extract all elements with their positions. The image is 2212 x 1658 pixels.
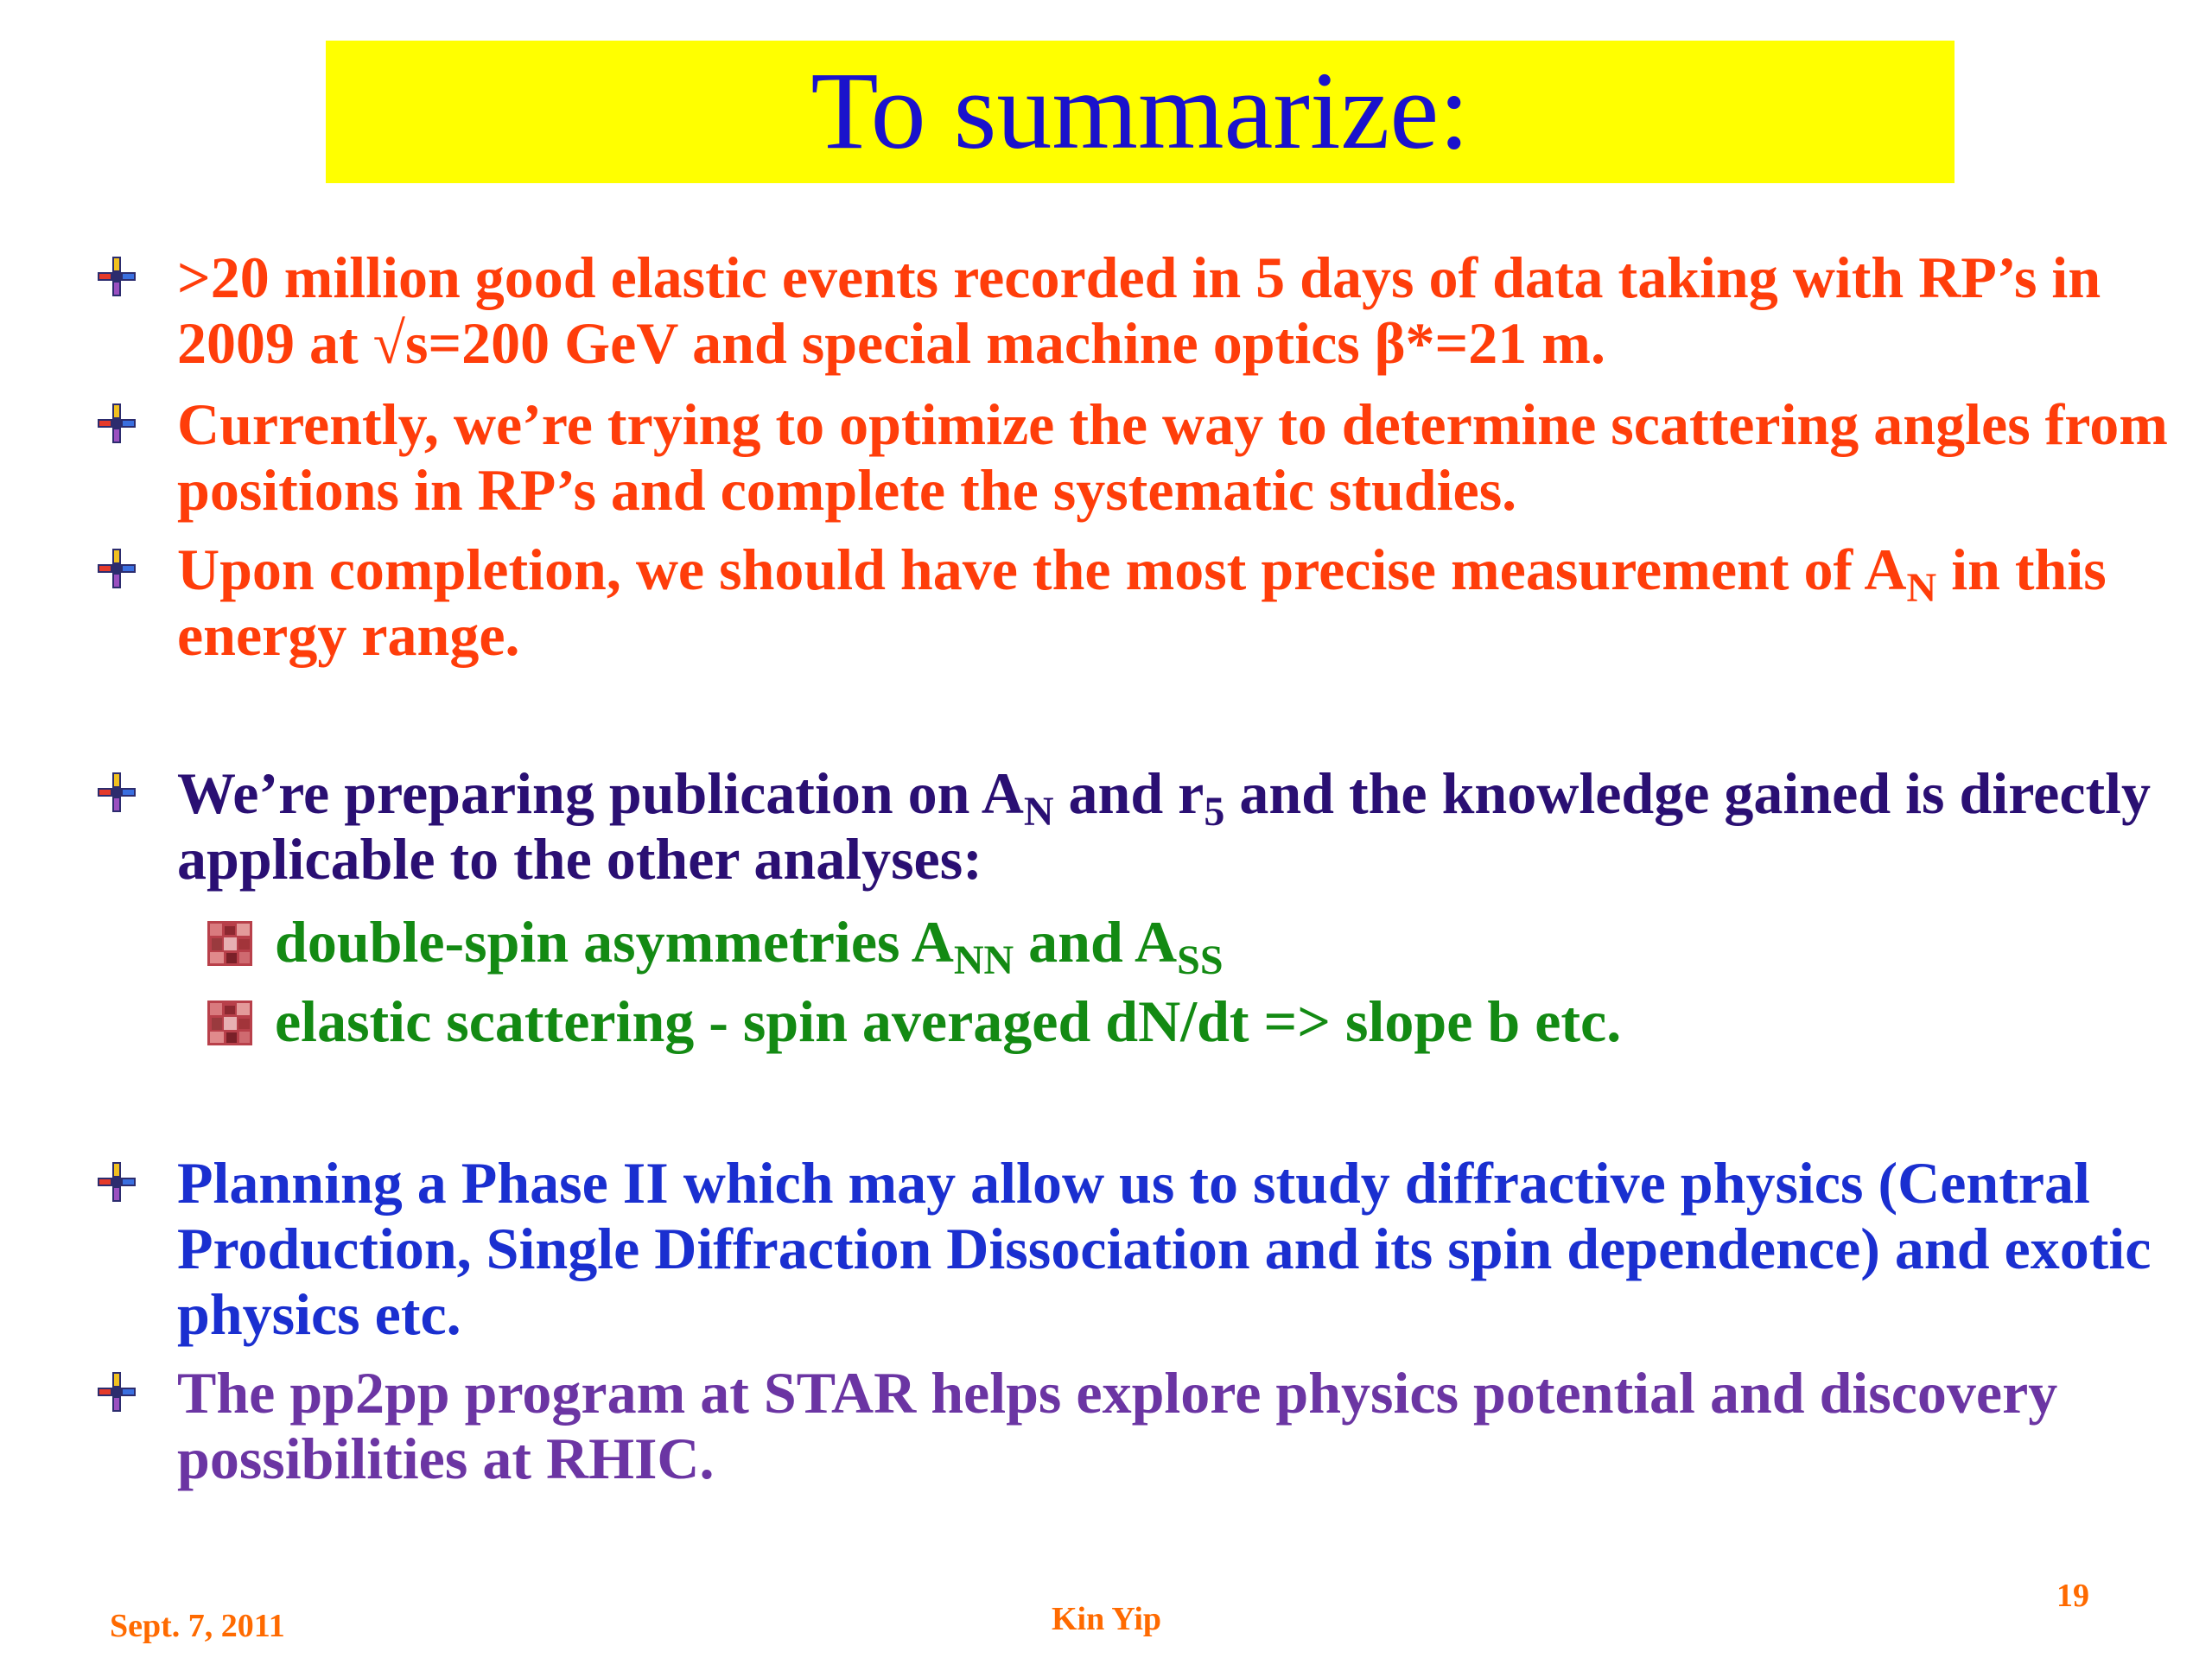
sub-bullet-double-spin (275, 909, 2133, 983)
plus-bullet-icon (98, 1372, 136, 1412)
bullet-text-part: double-spin asymmetries A (275, 909, 954, 975)
bullet-elastic-events (177, 245, 2182, 376)
bullet-text-part: in this energy range. (177, 537, 2107, 668)
subscript: NN (953, 937, 1014, 983)
bullet-text-part: and A (1014, 909, 1178, 975)
plus-bullet-icon (98, 772, 136, 812)
bullet-text-part: and r (1053, 760, 1205, 826)
bullet-completion (177, 537, 2182, 668)
textured-square-bullet-icon (207, 1001, 252, 1045)
textured-square-bullet-icon (207, 921, 252, 966)
bullet-pp2pp-program (177, 1360, 2182, 1491)
title-banner (326, 41, 1955, 183)
subscript: N (1906, 565, 1937, 611)
sub-bullet-elastic-scattering (275, 988, 2133, 1054)
bullet-text-part: and the knowledge gained is directly applicable to the other analyses: (177, 760, 2152, 892)
bullet-text: elastic scattering - spin averaged dN/dt => slope b etc. (275, 988, 1622, 1054)
bullet-text: >20 million good elastic events recorded in 5 days of data taking with RP’s in 2009 at √s=200 GeV and special machine optics β*=21 m. (177, 245, 2101, 376)
bullet-text: Currently, we’re trying to optimize the way to determine scattering angles from positions in RP’s and complete the systematic studies. (177, 391, 2168, 523)
plus-bullet-icon (98, 549, 136, 588)
bullet-text-part: Upon completion, we should have the most precise measurement of A (177, 537, 1907, 602)
subscript: 5 (1204, 789, 1225, 835)
bullet-text: The pp2pp program at STAR helps explore physics potential and discovery possibilities at RHIC. (177, 1360, 2058, 1491)
bullet-text: Planning a Phase II which may allow us to study diffractive physics (Central Production, Single Diffraction Dissociation and its spin dependence) and exotic physics etc. (177, 1150, 2152, 1347)
plus-bullet-icon (98, 257, 136, 296)
page-number: 19 (2056, 1578, 2089, 1614)
subscript: SS (1177, 937, 1224, 983)
bullet-text-part: We’re preparing publication on A (177, 760, 1024, 826)
bullet-optimize (177, 391, 2182, 523)
subscript: N (1023, 789, 1054, 835)
slide-title: To summarize: (810, 48, 1470, 172)
footer-date: Sept. 7, 2011 (110, 1608, 285, 1644)
bullet-publication (177, 760, 2182, 892)
plus-bullet-icon (98, 403, 136, 443)
bullet-phase-two (177, 1150, 2182, 1347)
footer-author: Kin Yip (1052, 1601, 1162, 1637)
plus-bullet-icon (98, 1162, 136, 1202)
